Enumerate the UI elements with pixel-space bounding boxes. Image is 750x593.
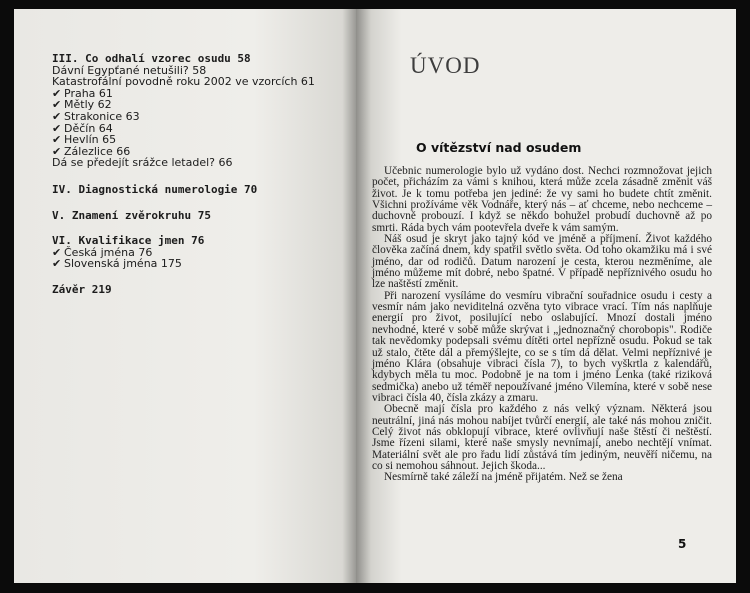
toc-entry: ✔ Česká jména 76 xyxy=(52,245,153,259)
toc-entry: ✔ Strakonice 63 xyxy=(52,109,140,123)
paragraph: Nesmírně také záleží na jméně přijatém. Než se žena xyxy=(384,471,623,484)
check-icon: ✔ xyxy=(52,133,62,147)
toc-heading-iii: III. Co odhalí vzorec osudu 58 xyxy=(52,52,251,65)
check-icon: ✔ xyxy=(52,98,62,112)
toc-heading-v: V. Znamení zvěrokruhu 75 xyxy=(52,208,211,222)
check-icon: ✔ xyxy=(52,144,62,158)
check-icon: ✔ xyxy=(52,245,62,259)
toc-entry: ✔ Hevlín 65 xyxy=(52,133,117,147)
left-page xyxy=(14,9,356,583)
toc-entry: ✔ Zálezlice 66 xyxy=(52,144,131,158)
paragraph: Náš osud je skryt jako tajný kód ve jméně a příjmení. Život každého člověka začíná dnem, kdy spatřil světlo světa. Od toho okamžiku má i své jméno, dar od rodičů. Datum narození je cesta, kterou nezměníme, ale jméno můžeme mít dobré, nebo špatné. V případě nepříznivého osudu ho lze naštěstí změnit. xyxy=(372,233,712,291)
check-icon: ✔ xyxy=(52,109,62,123)
toc-entry: ✔ Děčín 64 xyxy=(52,121,113,135)
running-head: ÚVOD xyxy=(410,53,481,78)
body-text xyxy=(372,166,712,484)
toc-entry: Dá se předejít srážce letadel? 66 xyxy=(52,156,233,170)
right-page xyxy=(356,9,736,583)
toc-entry: ✔ Mětly 62 xyxy=(52,98,112,112)
toc-heading-iv: IV. Diagnostická numerologie 70 xyxy=(52,182,258,196)
table-of-contents xyxy=(52,53,352,296)
check-icon: ✔ xyxy=(52,257,62,271)
section-title: O vítězství nad osudem xyxy=(416,140,582,155)
check-icon: ✔ xyxy=(52,86,62,100)
toc-heading-conclusion: Závěr 219 xyxy=(52,282,112,296)
paragraph: Při narození vysíláme do vesmíru vibrační souřadnice osudu i cesty a vesmír nám jako neviditelná ozvěna tyto vibrace vrací. Tím nás naplňuje energií pro život, posilující nebo oslabující. Mnozí dostali jméno nevhodné, které v sobě může skrývat i „jednoznačný chorobopis". Rodiče tak nevědomky podepsali svému dítěti ortel nepřízně osudu. Pokud se tak už stalo, čtěte dál a přemýšlejte, co se s tím dá dělat. Velmi nepříznivé je jméno Klára (obsahuje vibraci čísla 7), to bych vyškrtla z kalendářů, kdybych měla tu moc. Podobně je na tom i jméno Lenka (také riziková sedmička) anebo už téměř nepoužívané jméno Vilemína, které v sobě nese vibraci čísla 40, čísla zkázy a zmaru. xyxy=(372,289,712,404)
toc-entry: Dávní Egypťané netušili? 58 xyxy=(52,63,207,77)
page-number: 5 xyxy=(678,537,687,551)
paragraph: Obecně mají čísla pro každého z nás velký význam. Některá jsou neutrální, jiná nás mohou nabíjet tvůrčí energií, ale také nás mohou zničit. Celý život nás obklopují vibrace, které ovlivňují naše štěstí či neštěstí. Jsme řízeni silami, které naše smysly nevnímají, anebo nechtějí vnímat. Materiální svět ale pro řadu lidí zůstává tím jediným, neuvěří ničemu, na co si nemohou sáhnout. Jejich škoda... xyxy=(372,403,712,472)
check-icon: ✔ xyxy=(52,121,62,135)
toc-entry: Katastrofální povodně roku 2002 ve vzorcích 61 xyxy=(52,75,315,89)
paragraph: Učebnic numerologie bylo už vydáno dost. Nechci rozmnožovat jejich počet, přicházím za vámi s knihou, která může zcela zásadně změnit váš život. Je k tomu potřeba jen jediné: že vy sami ho budete chtít změnit. Všichni prožíváme věk Vodnáře, který nás – ať chceme, nebo nechceme – duchovně probouzí. I když se někdo bohužel probudí duchovně až po smrti. Ráda bych vám pootevřela dveře k vám samým. xyxy=(372,165,712,234)
toc-heading-vi: VI. Kvalifikace jmen 76 xyxy=(52,234,205,248)
toc-entry: ✔ Praha 61 xyxy=(52,86,113,100)
toc-entry: ✔ Slovenská jména 175 xyxy=(52,257,182,271)
